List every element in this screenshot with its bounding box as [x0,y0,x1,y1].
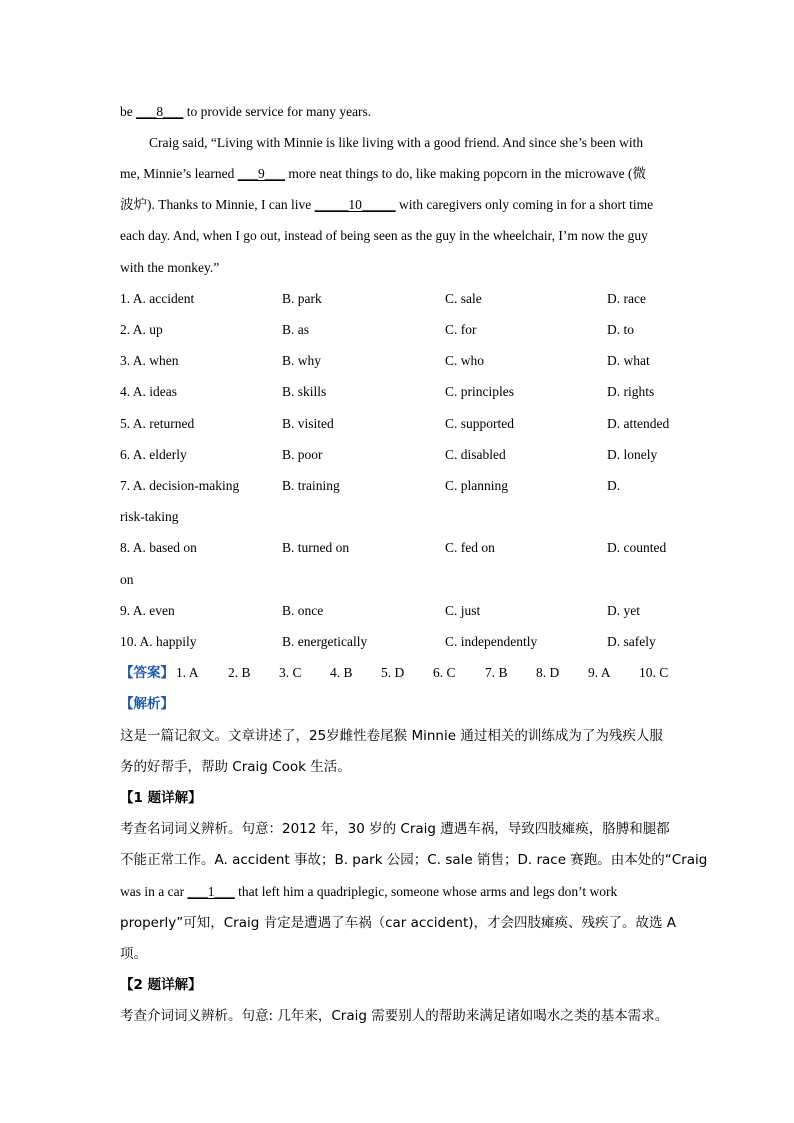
option-a: 8. A. based on [120,540,197,555]
option-c: C. planning [445,478,508,493]
option-d: D. to [607,322,634,337]
option-d: D. what [607,353,650,368]
option-row-4 [120,382,680,402]
option-b: B. as [282,322,309,337]
option-a: 7. A. decision-making [120,478,240,493]
option-b: B. energetically [282,634,368,649]
option-d: D. safely [607,634,656,649]
answer-item: 4. B [330,665,353,680]
detail-text: was in a car [120,884,188,899]
answer-item: 1. A [176,665,199,680]
blank-8: ___8___ [136,104,184,119]
option-a: 5. A. returned [120,416,195,431]
option-b: B. park [282,291,322,306]
blank-9: ___9___ [237,166,285,181]
option-row-6 [120,445,680,465]
option-a: 2. A. up [120,322,163,337]
option-c: C. just [445,603,481,618]
q1-detail-line: 考查名词词义辨析。句意：2012 年，30 岁的 Craig 遭遇车祸，导致四肢瘫痪，胳膊和腿都 [120,821,670,837]
passage-line: with the monkey.” [120,260,220,275]
q2-detail-line: 考查介词词义辨析。句意: 几年来，Craig 需要别人的帮助来满足诸如喝水之类的基本需求。 [120,1008,669,1024]
passage-text: 波炉). Thanks to Minnie, I can live [120,197,315,212]
q1-detail-line: 项。 [120,946,147,962]
answer-key [120,663,680,683]
option-b: B. skills [282,384,327,399]
passage-text: with caregivers only coming in for a short time [395,197,654,212]
option-d: D. [607,478,621,493]
answer-item: 3. C [279,665,302,680]
analysis-summary: 务的好帮手，帮助 Craig Cook 生活。 [120,759,351,775]
option-d: D. counted [607,540,667,555]
blank-10: _____10_____ [314,197,396,212]
option-b: B. training [282,478,340,493]
option-row-10 [120,632,680,652]
passage-text: be [120,104,137,119]
option-row-9 [120,601,680,621]
option-b: B. why [282,353,322,368]
blank-1: ___1___ [187,884,235,899]
option-d: D. lonely [607,447,658,462]
option-b: B. poor [282,447,323,462]
q1-detail-line: properly”可知，Craig 肯定是遭遇了车祸（car accident)，才会四肢瘫痪、残疾了。故选 A [120,915,677,931]
q1-detail-line: 不能正常工作。A. accident 事故；B. park 公园；C. sale 销售；D. race 赛跑。由本处的“Craig [120,852,708,868]
option-a: 10. A. happily [120,634,197,649]
option-b: B. visited [282,416,334,431]
option-b: B. once [282,603,324,618]
detail-text: that left him a quadriplegic, someone whose arms and legs don’t work [234,884,618,899]
option-d: D. race [607,291,646,306]
option-d: D. rights [607,384,655,399]
option-c: C. who [445,353,485,368]
option-wrap-7: risk-taking [120,509,179,524]
option-row-8 [120,538,680,558]
option-row-5 [120,414,680,434]
answer-item: 10. C [639,665,669,680]
option-c: C. principles [445,384,514,399]
option-d: D. attended [607,416,670,431]
answer-tag: 【答案】 [120,665,174,681]
option-row-7 [120,476,680,496]
option-c: C. supported [445,416,514,431]
option-wrap-8: on [120,572,134,587]
option-a: 3. A. when [120,353,179,368]
option-a: 6. A. elderly [120,447,187,462]
option-row-3 [120,351,680,371]
option-row-1 [120,289,680,309]
passage-line [120,195,653,215]
answer-item: 2. B [228,665,251,680]
option-row-2 [120,320,680,340]
passage-text: more neat things to do, like making popcorn in the microwave (微 [284,166,647,181]
option-a: 4. A. ideas [120,384,177,399]
answer-item: 7. B [485,665,508,680]
q1-detail-heading: 【1 题详解】 [120,790,202,806]
passage-line: Craig said, “Living with Minnie is like living with a good friend. And since she’s been with [149,135,644,150]
option-c: C. independently [445,634,538,649]
answer-item: 6. C [433,665,456,680]
option-a: 9. A. even [120,603,175,618]
analysis-summary: 这是一篇记叙文。文章讲述了，25岁雌性卷尾猴 Minnie 通过相关的训练成为了为残疾人服 [120,728,663,744]
answer-item: 9. A [588,665,611,680]
option-d: D. yet [607,603,640,618]
answer-item: 8. D [536,665,560,680]
option-b: B. turned on [282,540,350,555]
passage-text: to provide service for many years. [183,104,372,119]
analysis-heading: 【解析】 [120,696,174,712]
option-a: 1. A. accident [120,291,195,306]
passage-line: each day. And, when I go out, instead of being seen as the guy in the wheelchair, I’m now the guy [120,228,648,243]
passage-line [120,164,646,184]
option-c: C. sale [445,291,482,306]
option-c: C. disabled [445,447,506,462]
passage-text: me, Minnie’s learned [120,166,238,181]
option-c: C. fed on [445,540,495,555]
q1-detail-line [120,882,617,902]
passage-line [120,102,371,122]
option-c: C. for [445,322,477,337]
q2-detail-heading: 【2 题详解】 [120,977,202,993]
answer-item: 5. D [381,665,405,680]
